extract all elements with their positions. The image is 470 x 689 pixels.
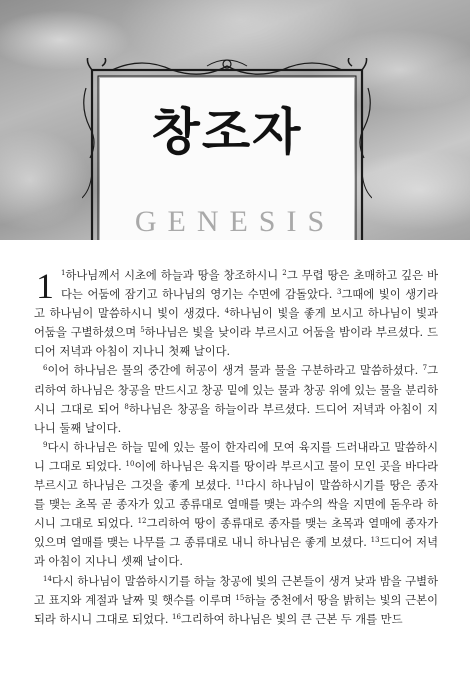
- verse-number: 3: [336, 288, 342, 297]
- verse-text: 다시 하나님은 하늘 밑에 있는 물이 한자리에 모여 육지를 드러내라고 말씀하시니 그대로 되었다.: [34, 440, 438, 473]
- verse-text: 다시 하나님이 말씀하시기를 땅은 종자를 맺는 초목 곧 종자가 있고 종류대로 열매를 맺는 과수의 싹을 지면에 돋우라 하시니 그대로 되었다.: [34, 479, 438, 531]
- verse-number: 6: [43, 364, 48, 373]
- verse-number: 16: [172, 612, 181, 621]
- verse-number: 8: [124, 402, 129, 411]
- verse-text: 하늘 중천에서 땅을 밝히는 빛의 근본이 되라 하시니 그대로 되었다.: [34, 593, 438, 626]
- verse-text: 그때에 빛이 생기라고 하나님이 말씀하시니 빛이 생겼다.: [34, 288, 438, 321]
- verse-number: 2: [282, 269, 287, 277]
- verse-text: 다시 하나님이 말씀하시기를 하늘 창공에 빛의 근본들이 생겨 낮과 밤을 구별하고 표지와 계절과 날짜 및 햇수를 이루며: [34, 574, 438, 607]
- verse-text: 그리하여 땅이 종류대로 종자를 맺는 초목과 열매에 종자가 있으며 열매를 맺는 나무를 그 종류대로 내니 하나님은 좋게 보셨다.: [34, 517, 438, 550]
- verse-number: 5: [140, 326, 145, 335]
- verse-number: 14: [43, 574, 52, 583]
- verse-text: 그리하여 하나님은 창공을 만드시고 창공 밑에 있는 물과 창공 위에 있는 물을 분리하시니 그대로 되어: [34, 364, 438, 416]
- verse-number: 7: [422, 364, 428, 373]
- chapter-number: 1: [36, 266, 54, 306]
- verse-text: 하나님은 창공을 하늘이라 부르셨다. 드디어 저녁과 아침이 지나니 둘째 날이다.: [34, 402, 438, 435]
- verse-text: 이에 하나님은 육지를 땅이라 부르시고 물이 모인 곳을 바다라 부르시고 하나님은 그것을 좋게 보셨다.: [34, 459, 438, 493]
- chapter-text: [34, 266, 438, 629]
- verse-text: 이어 하나님은 물의 중간에 허공이 생겨 물과 물을 구분하라고 말씀하셨다.: [47, 364, 423, 378]
- verse-text: 그 무렵 땅은 초매하고 깊은 바다는 어둠에 잠기고 하나님의 영기는 수면에 감돌았다.: [61, 269, 438, 302]
- book-title: 창조자: [151, 103, 303, 161]
- verse-number: 15: [235, 593, 245, 602]
- verse-number: 10: [125, 459, 135, 468]
- verse-number: 13: [370, 536, 380, 545]
- verse-text: 하나님은 빛을 낮이라 부르시고 어둠을 밤이라 부르셨다. 드디어 저녁과 아침이 지나니 첫째 날이다.: [34, 326, 439, 359]
- header-illustration: [0, 0, 470, 240]
- paragraph: [34, 266, 438, 361]
- book-subtitle: GENESIS: [134, 205, 336, 238]
- verse-text: 하나님이 빛을 좋게 보시고 하나님이 빛과 어둠을 구별하셨으며: [34, 307, 438, 340]
- paragraph: [34, 572, 438, 629]
- verse-number: 11: [235, 479, 245, 488]
- verse-number: 1: [61, 269, 66, 277]
- paragraph: [34, 361, 438, 437]
- verse-text: 드디어 저녁과 아침이 지나니 셋째 날이다.: [34, 536, 439, 569]
- verse-text: 하나님께서 시초에 하늘과 땅을 창조하시니: [65, 269, 283, 282]
- verse-number: 4: [224, 307, 230, 316]
- verse-number: 12: [137, 517, 147, 526]
- verse-text: 그리하여 하나님은 빛의 큰 근본 두 개를 만드: [180, 612, 403, 626]
- paragraph: [34, 438, 438, 572]
- verse-number: 9: [43, 440, 48, 449]
